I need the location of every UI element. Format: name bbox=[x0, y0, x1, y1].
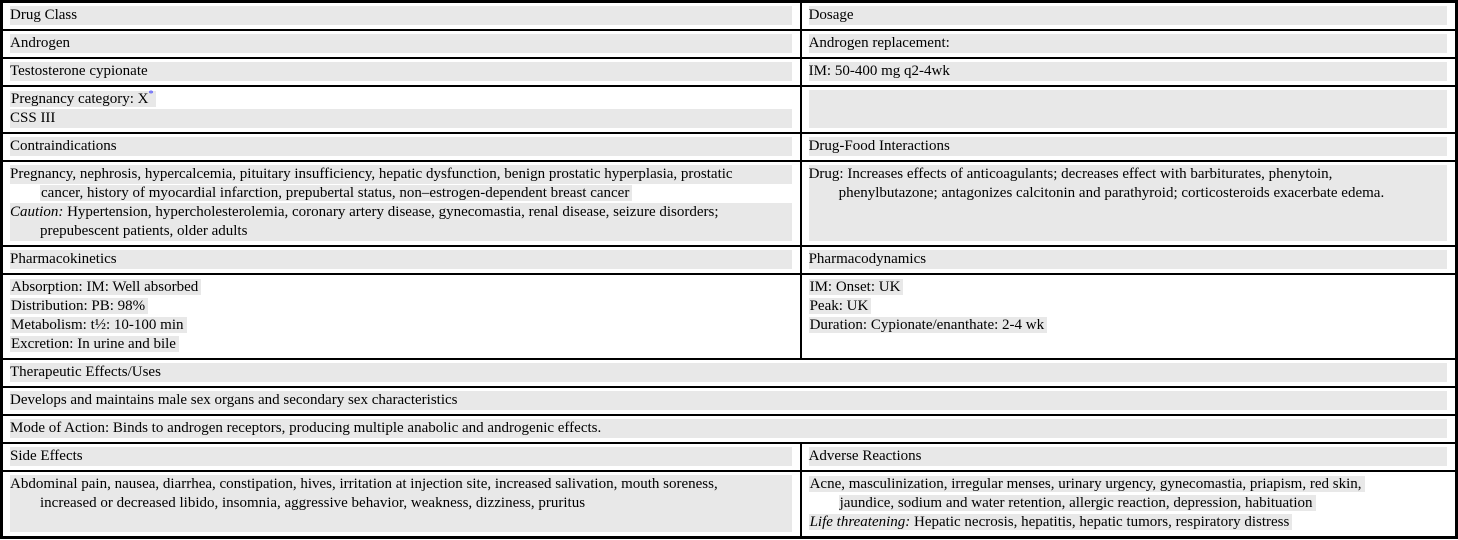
text-line-content bbox=[809, 251, 926, 267]
pharmacokinetics-header-left-cell bbox=[3, 247, 802, 273]
text-line-content bbox=[10, 476, 718, 492]
text-line-content bbox=[10, 251, 117, 267]
text-line bbox=[809, 62, 1447, 81]
text-line-content bbox=[10, 138, 117, 154]
text-line bbox=[10, 494, 792, 513]
line-text: Abdominal pain, nausea, diarrhea, constipation, hives, irritation at injection site, increased salivation, mouth soreness, bbox=[10, 476, 718, 492]
text-line-content bbox=[40, 223, 247, 239]
line-text: Pregnancy, nephrosis, hypercalcemia, pituitary insufficiency, hepatic dysfunction, benign prostatic hyperplasia, prostatic bbox=[10, 166, 733, 182]
line-text: Hypertension, hypercholesterolemia, coronary artery disease, gynecomastia, renal disease, seizure disorders; bbox=[63, 204, 719, 220]
mode-of-action-row-cell bbox=[3, 416, 1455, 442]
contraindications-header-right-cell bbox=[802, 134, 1455, 160]
contraindications-body bbox=[3, 162, 1455, 247]
italic-lead-label: Caution: bbox=[10, 204, 64, 220]
text-line bbox=[809, 316, 1447, 335]
text-line bbox=[10, 137, 792, 156]
text-line bbox=[10, 90, 792, 109]
text-line bbox=[809, 184, 1447, 203]
line-text: Distribution: PB: 98% bbox=[11, 298, 146, 314]
pharmacokinetics-header bbox=[3, 247, 1455, 275]
text-line-content bbox=[839, 185, 1385, 201]
text-line-content bbox=[10, 336, 179, 352]
drug-class-value-row-right-cell bbox=[802, 31, 1455, 57]
line-text: Peak: UK bbox=[809, 298, 869, 314]
drug-name-row-left-cell bbox=[3, 59, 802, 85]
line-text: Drug Class bbox=[10, 7, 78, 23]
text-line bbox=[10, 109, 792, 128]
text-line bbox=[10, 34, 792, 53]
text-line bbox=[809, 109, 1447, 128]
drug-class-value-row-left-cell bbox=[3, 31, 802, 57]
pregnancy-category-row bbox=[3, 87, 1455, 134]
line-text: Absorption: IM: Well absorbed bbox=[11, 279, 199, 295]
text-line bbox=[809, 165, 1447, 184]
text-line bbox=[809, 278, 1447, 297]
text-line bbox=[10, 165, 792, 184]
line-text: Mode of Action: Binds to androgen receptors, producing multiple anabolic and androgenic effects. bbox=[10, 420, 602, 436]
text-line-content bbox=[10, 279, 201, 295]
side-effects-body bbox=[3, 472, 1455, 536]
text-line bbox=[10, 363, 1447, 382]
line-text: Drug-Food Interactions bbox=[808, 138, 950, 154]
line-text: Drug: Increases effects of anticoagulants; decreases effect with barbiturates, phenytoin, bbox=[808, 166, 1333, 182]
line-text: Metabolism: t½: 10-100 min bbox=[11, 317, 184, 333]
text-line-content bbox=[809, 63, 950, 79]
text-line bbox=[809, 6, 1447, 25]
side-effects-header-left-cell bbox=[3, 444, 802, 470]
text-line-content bbox=[10, 420, 601, 436]
text-line bbox=[10, 62, 792, 81]
mode-of-action-row bbox=[3, 416, 1455, 444]
text-line bbox=[10, 250, 792, 269]
drug-class-dosage-header-right-cell bbox=[802, 3, 1455, 29]
text-line bbox=[809, 203, 1447, 222]
text-line bbox=[809, 34, 1447, 53]
line-text: Side Effects bbox=[10, 448, 83, 464]
line-text: Pregnancy category: X bbox=[11, 91, 149, 107]
pregnancy-category-row-right-cell bbox=[802, 87, 1455, 132]
drug-class-dosage-header-left-cell bbox=[3, 3, 802, 29]
text-line-content bbox=[809, 514, 1293, 530]
text-line bbox=[809, 137, 1447, 156]
text-line-content bbox=[809, 7, 854, 23]
line-text: Pharmacodynamics bbox=[808, 251, 927, 267]
line-text: jaundice, sodium and water retention, allergic reaction, depression, habituation bbox=[839, 495, 1313, 511]
italic-lead-label: Life threatening: bbox=[809, 514, 911, 530]
line-text: Pharmacokinetics bbox=[10, 251, 117, 267]
therapeutic-effects-body bbox=[3, 388, 1455, 416]
text-line-content bbox=[809, 138, 950, 154]
text-line bbox=[10, 335, 792, 354]
text-line bbox=[10, 419, 1447, 438]
line-text: Contraindications bbox=[10, 138, 117, 154]
drug-class-dosage-header bbox=[3, 3, 1455, 31]
text-line-content bbox=[10, 166, 733, 182]
side-effects-body-left-cell bbox=[3, 472, 802, 536]
text-line bbox=[809, 90, 1447, 109]
line-text: Hepatic necrosis, hepatitis, hepatic tumors, respiratory distress bbox=[910, 514, 1290, 530]
pharmacokinetics-body-right-cell bbox=[802, 275, 1455, 358]
text-line-content bbox=[809, 166, 1333, 182]
text-line-content bbox=[10, 317, 187, 333]
text-line-content bbox=[10, 298, 148, 314]
line-text: cancer, history of myocardial infarction, prepubertal status, non–estrogen-dependent breast cancer bbox=[41, 185, 630, 201]
line-text: IM: Onset: UK bbox=[809, 279, 901, 295]
text-line-content bbox=[809, 476, 1365, 492]
text-line-content bbox=[10, 204, 719, 220]
therapeutic-effects-header-cell bbox=[3, 360, 1455, 386]
drug-name-row bbox=[3, 59, 1455, 87]
side-effects-header-right-cell bbox=[802, 444, 1455, 470]
text-line-content bbox=[10, 364, 161, 380]
text-line bbox=[10, 513, 792, 532]
line-text: Androgen bbox=[10, 35, 70, 51]
line-text: Androgen replacement: bbox=[808, 35, 950, 51]
line-text: Excretion: In urine and bile bbox=[11, 336, 176, 352]
text-line-content bbox=[809, 298, 872, 314]
text-line bbox=[809, 494, 1447, 513]
text-line bbox=[809, 222, 1447, 241]
line-text: Dosage bbox=[808, 7, 854, 23]
pregnancy-footnote-asterisk: * bbox=[148, 89, 154, 100]
text-line-content bbox=[809, 279, 904, 295]
drug-class-value-row bbox=[3, 31, 1455, 59]
line-text: Testosterone cypionate bbox=[10, 63, 148, 79]
text-line bbox=[809, 475, 1447, 494]
line-text: CSS III bbox=[10, 110, 56, 126]
text-line-content bbox=[839, 495, 1316, 511]
text-line bbox=[809, 250, 1447, 269]
text-line bbox=[809, 297, 1447, 316]
text-line-content bbox=[10, 448, 83, 464]
text-line-content bbox=[10, 110, 55, 126]
text-line bbox=[10, 203, 792, 222]
contraindications-body-left-cell bbox=[3, 162, 802, 245]
contraindications-header bbox=[3, 134, 1455, 162]
line-text: IM: 50-400 mg q2-4wk bbox=[808, 63, 950, 79]
text-line-content bbox=[10, 63, 148, 79]
pharmacokinetics-body bbox=[3, 275, 1455, 360]
text-line bbox=[10, 316, 792, 335]
text-line bbox=[809, 447, 1447, 466]
therapeutic-effects-header bbox=[3, 360, 1455, 388]
line-text: increased or decreased libido, insomnia, aggressive behavior, weakness, dizziness, pruritus bbox=[40, 495, 586, 511]
text-line bbox=[10, 391, 1447, 410]
text-line-content bbox=[40, 185, 632, 201]
line-text: Acne, masculinization, irregular menses, urinary urgency, gynecomastia, priapism, red skin, bbox=[809, 476, 1362, 492]
text-line-content bbox=[10, 91, 156, 107]
line-text: phenylbutazone; antagonizes calcitonin and parathyroid; corticosteroids exacerbate edema. bbox=[838, 185, 1385, 201]
text-line-content bbox=[809, 448, 922, 464]
drug-name-row-right-cell bbox=[802, 59, 1455, 85]
text-line bbox=[10, 475, 792, 494]
text-line-content bbox=[10, 392, 458, 408]
text-line-content bbox=[10, 35, 70, 51]
side-effects-body-right-cell bbox=[802, 472, 1455, 536]
text-line bbox=[809, 513, 1447, 532]
text-line bbox=[10, 278, 792, 297]
contraindications-body-right-cell bbox=[802, 162, 1455, 245]
text-line-content bbox=[809, 35, 950, 51]
line-text: prepubescent patients, older adults bbox=[40, 223, 248, 239]
line-text: Adverse Reactions bbox=[808, 448, 922, 464]
contraindications-header-left-cell bbox=[3, 134, 802, 160]
text-line bbox=[10, 447, 792, 466]
text-line bbox=[10, 184, 792, 203]
pharmacokinetics-header-right-cell bbox=[802, 247, 1455, 273]
text-line-content bbox=[40, 495, 585, 511]
line-text: Develops and maintains male sex organs and secondary sex characteristics bbox=[10, 392, 458, 408]
pregnancy-category-row-left-cell bbox=[3, 87, 802, 132]
line-text: Duration: Cypionate/enanthate: 2-4 wk bbox=[809, 317, 1045, 333]
pharmacokinetics-body-left-cell bbox=[3, 275, 802, 358]
text-line bbox=[10, 6, 792, 25]
text-line bbox=[10, 222, 792, 241]
therapeutic-effects-body-cell bbox=[3, 388, 1455, 414]
text-line-content bbox=[809, 317, 1048, 333]
side-effects-header bbox=[3, 444, 1455, 472]
text-line bbox=[10, 297, 792, 316]
line-text: Therapeutic Effects/Uses bbox=[10, 364, 161, 380]
text-line-content bbox=[10, 7, 77, 23]
